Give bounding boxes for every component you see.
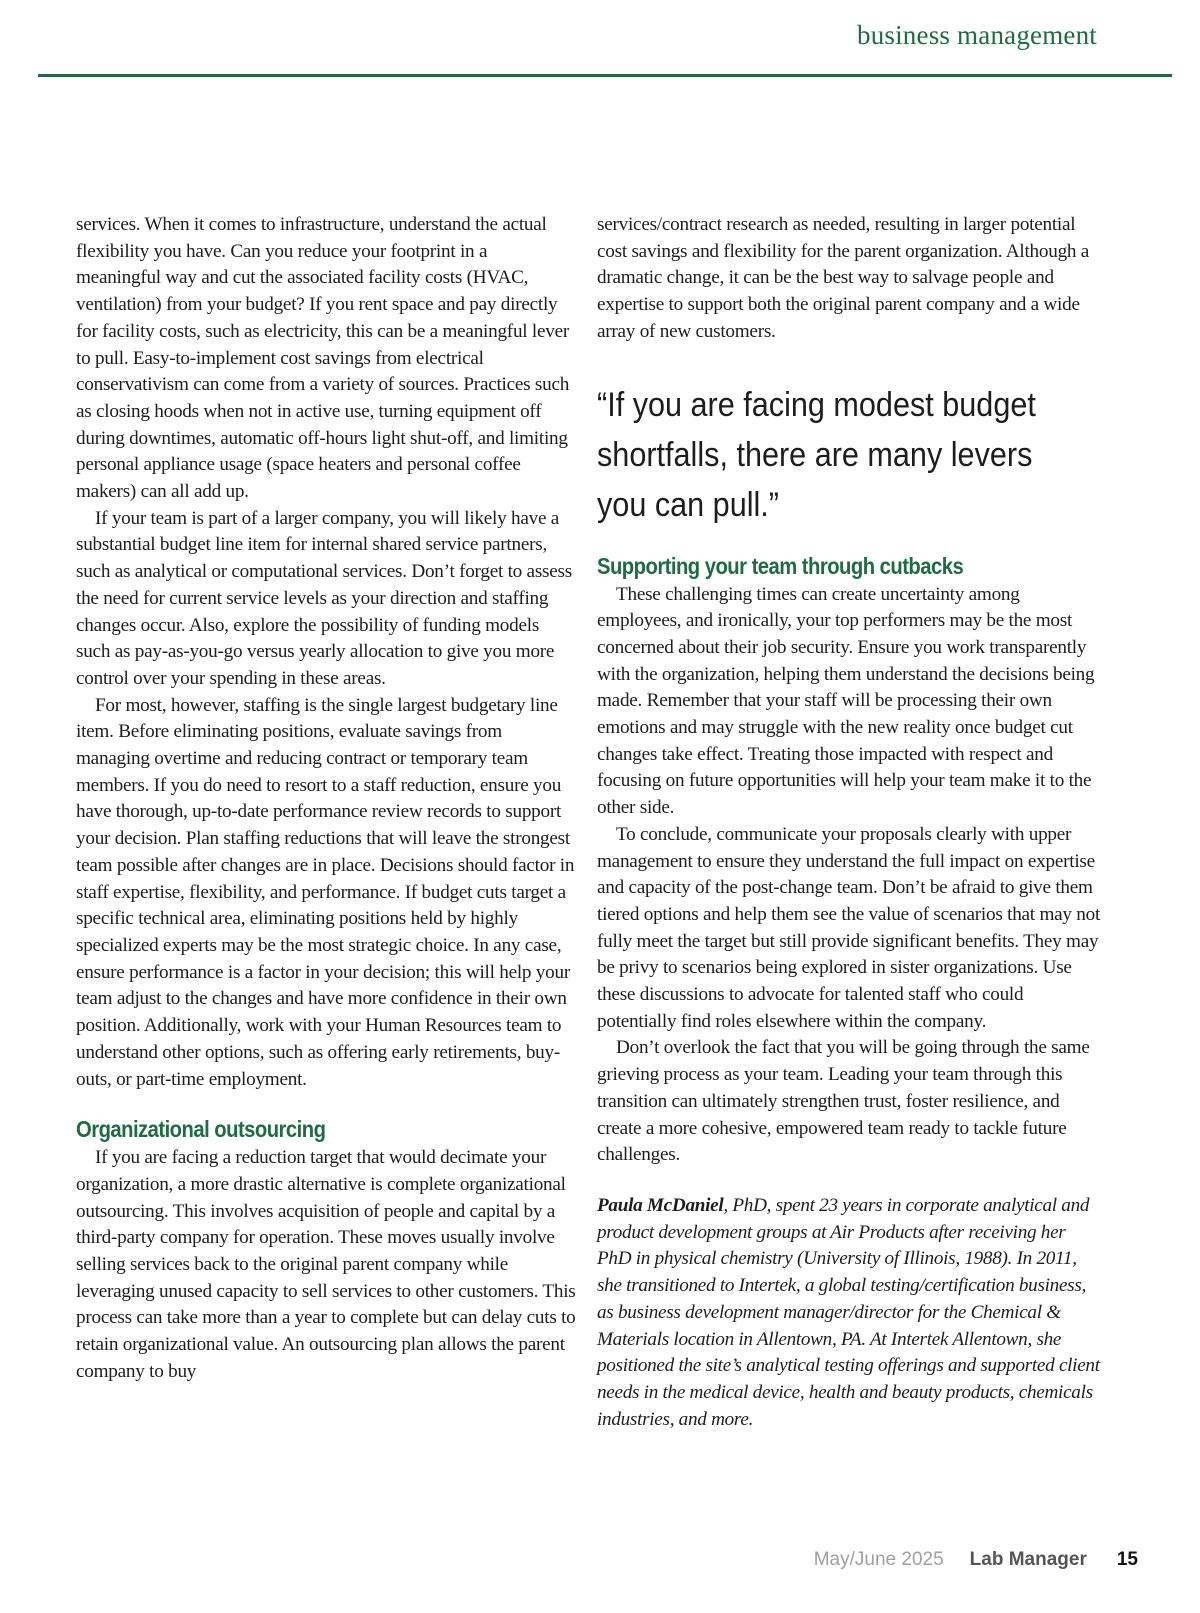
magazine-name: Lab Manager (969, 1549, 1087, 1570)
body-paragraph: To conclude, communicate your proposals clearly with upper management to ensure they understand the full impact on expertise and capacity of the post-change team. Don’t be afraid to give them tiered options and help them see the value of scenarios that may not fully meet the target but still provide significant benefits. They may be privy to scenarios being explored in sister organizations. Use these discussions to advocate for talented staff who could potentially find roles elsewhere within the company. (597, 823, 1101, 1032)
right-column (597, 212, 1102, 1433)
author-bio (597, 1193, 1102, 1433)
body-paragraph: If your team is part of a larger company, you will likely have a substantial budget line item for internal shared service partners, such as analytical or computational services. Don’t forget to assess the need for current service levels as your direction and staffing changes occur. Also, explore the possibility of funding models such as pay-as-you-go versus yearly allocation to give you more control over your spending in these areas. (76, 507, 572, 689)
body-paragraph: These challenging times can create uncertainty among employees, and ironically, your top performers may be the most concerned about their job security. Ensure you work transparently with the organization, helping them understand the decisions being made. Remember that your staff will be processing their own emotions and may struggle with the new reality once budget cut changes take effect. Treating those impacted with respect and focusing on future opportunities will help your team make it to the other side. (597, 583, 1095, 819)
body-paragraph: If you are facing a reduction target that would decimate your organization, a more drastic alternative is complete organizational outsourcing. This involves acquisition of people and capital by a third-party company for operation. These moves usually involve selling services back to the original parent company while leveraging unused capacity to sell services to other customers. This process can take more than a year to complete but can delay cuts to retain organizational value. An outsourcing plan allows the parent company to buy (76, 1147, 576, 1382)
body-paragraph: For most, however, staffing is the single largest budgetary line item. Before eliminating positions, evaluate savings from managing overtime and reducing contract or temporary team members. If you do need to resort to a staff reduction, ensure you have thorough, up-to-date performance review records to support your decision. Plan staffing reductions that will leave the strongest team possible after changes are in place. Decisions should factor in staff expertise, flexibility, and performance. If budget cuts target a specific technical area, eliminating positions held by highly specialized experts may be the most strategic choice. In any case, ensure performance is a factor in your decision; this will help your team adjust to the changes and have more confidence in their own position. Additionally, work with your Human Resources team to understand other options, such as offering early retirements, buy-outs, or part-time employment. (76, 694, 575, 1090)
body-paragraph: Don’t overlook the fact that you will be going through the same grieving process as your team. Leading your team through this transition can ultimately strengthen trust, foster resilience, and create a more cohesive, empowered team ready to tackle future challenges. (597, 1037, 1090, 1166)
author-name: Paula McDaniel (597, 1194, 724, 1216)
body-paragraph: services/contract research as needed, resulting in larger potential cost savings and flexibility for the parent organization. Although a dramatic change, it can be the best way to salvage people and expertise to support both the original parent company and a wide array of new customers. (597, 214, 1090, 342)
header-divider (38, 74, 1172, 77)
issue-date: May/June 2025 (813, 1549, 944, 1570)
pull-quote: “If you are facing modest budget shortfalls, there are many levers you can pull.” (597, 385, 1036, 524)
section-title: business management (857, 20, 1097, 50)
body-paragraph: services. When it comes to infrastructure, understand the actual flexibility you have. Can you reduce your footprint in a meaningful way and cut the associated facility costs (HVAC, ventilation) from your budget? If you rent space and pay directly for facility costs, such as electricity, this can be a meaningful lever to pull. Easy-to-implement cost savings from electrical conservativism can come from a variety of sources. Practices such as closing hoods when not in active use, turning equipment off during downtimes, automatic off-hours light shut-off, and limiting personal appliance usage (space heaters and personal coffee makers) can all add up. (76, 214, 570, 503)
left-column (76, 212, 576, 1386)
page-footer (814, 1549, 1138, 1571)
section-heading: Supporting your team through cutbacks (597, 552, 964, 579)
author-bio-text: , PhD, spent 23 years in corporate analytical and product development groups at Air Products after receiving her PhD in physical chemistry (University of Illinois, 1988). In 2011, she transitioned to Intertek, a global testing/certification business, as business development manager/director for the Chemical & Materials location in Allentown, PA. At Intertek Allentown, she positioned the site’s analytical testing offerings and supported client needs in the medical device, health and beauty products, chemicals industries, and more. (597, 1194, 1100, 1430)
page-number: 15 (1116, 1549, 1138, 1570)
section-heading: Organizational outsourcing (76, 1116, 326, 1143)
